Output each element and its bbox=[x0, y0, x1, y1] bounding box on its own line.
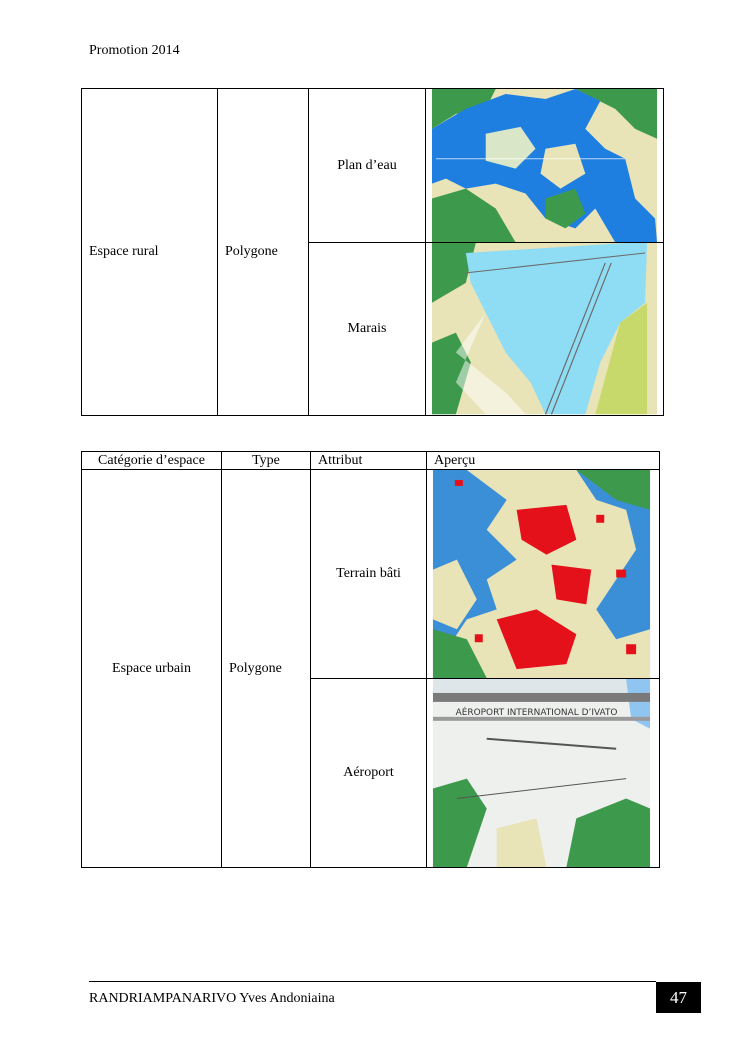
attribute-cell: Aéroport bbox=[311, 679, 427, 868]
header-type: Type bbox=[222, 452, 311, 470]
header-category: Catégorie d’espace bbox=[82, 452, 222, 470]
attribute-cell: Plan d’eau bbox=[309, 89, 426, 243]
attribute-cell: Marais bbox=[309, 243, 426, 415]
marsh-map-icon bbox=[426, 243, 663, 414]
page-header: Promotion 2014 bbox=[89, 43, 180, 58]
table-header-row bbox=[82, 452, 660, 470]
attribute-cell: Terrain bâti bbox=[311, 470, 427, 679]
airport-map-icon bbox=[427, 679, 659, 867]
preview-cell bbox=[427, 679, 660, 868]
category-cell: Espace urbain bbox=[82, 470, 222, 868]
page-number: 47 bbox=[656, 982, 701, 1013]
airport-map-caption: AÉROPORT INTERNATIONAL D’IVATO bbox=[455, 707, 618, 718]
header-attribute: Attribut bbox=[311, 452, 427, 470]
preview-cell bbox=[426, 243, 664, 415]
type-cell: Polygone bbox=[218, 89, 309, 416]
footer-rule bbox=[89, 981, 656, 982]
type-cell: Polygone bbox=[222, 470, 311, 868]
built-land-map-icon bbox=[427, 470, 659, 678]
preview-cell bbox=[426, 89, 664, 243]
category-cell: Espace rural bbox=[82, 89, 218, 416]
header-preview: Aperçu bbox=[427, 452, 660, 470]
footer-author: RANDRIAMPANARIVO Yves Andoniaina bbox=[89, 991, 335, 1006]
rural-space-table bbox=[81, 88, 664, 416]
urban-space-table bbox=[81, 451, 660, 868]
preview-cell bbox=[427, 470, 660, 679]
water-body-map-icon bbox=[426, 89, 663, 242]
